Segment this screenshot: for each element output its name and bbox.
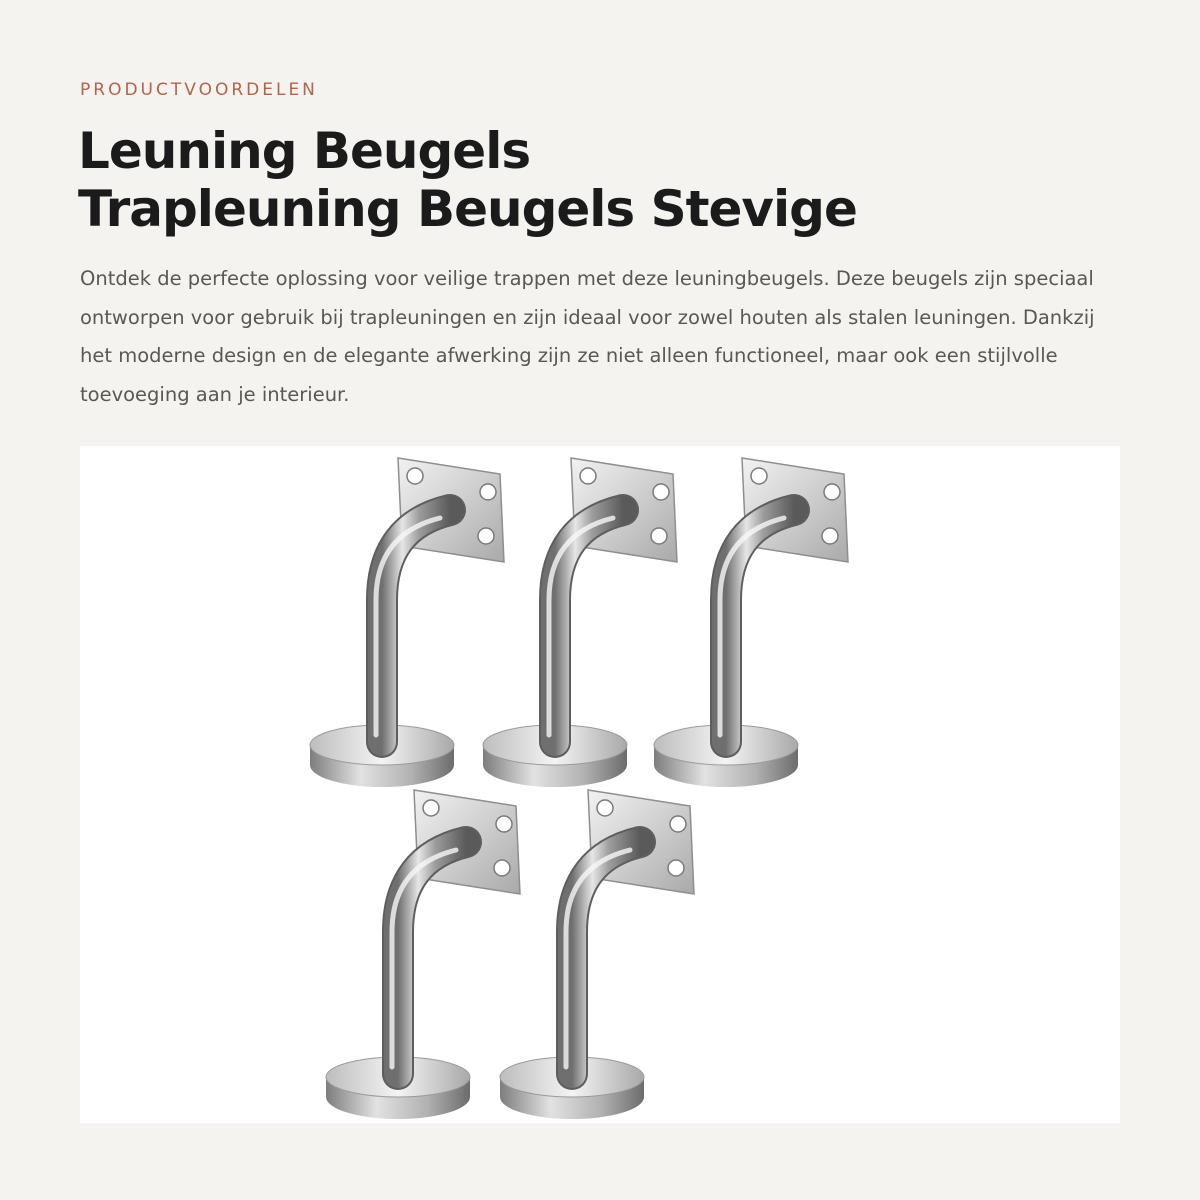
section-eyebrow: PRODUCTVOORDELEN [80, 80, 318, 100]
page-title [78, 122, 1128, 238]
title-line-1: Leuning Beugels [78, 122, 531, 180]
product-description: Ontdek de perfecte oplossing voor veilige trappen met deze leuningbeugels. Deze beugels zijn speciaal ontworpen voor gebruik bij trapleuningen en zijn ideaal voor zowel houten als stalen leuningen. Dankzij het moderne design en de elegante afwerking zijn ze niet alleen functioneel, maar ook een stijlvolle toevoeging aan je interieur. [80, 267, 1095, 406]
bracket-1 [310, 458, 504, 787]
bracket-3 [654, 458, 848, 787]
bracket-5 [500, 790, 694, 1119]
product-image [80, 446, 1120, 1123]
bracket-4 [326, 790, 520, 1119]
bracket-2 [483, 458, 677, 787]
title-line-2: Trapleuning Beugels Stevige [78, 180, 857, 238]
